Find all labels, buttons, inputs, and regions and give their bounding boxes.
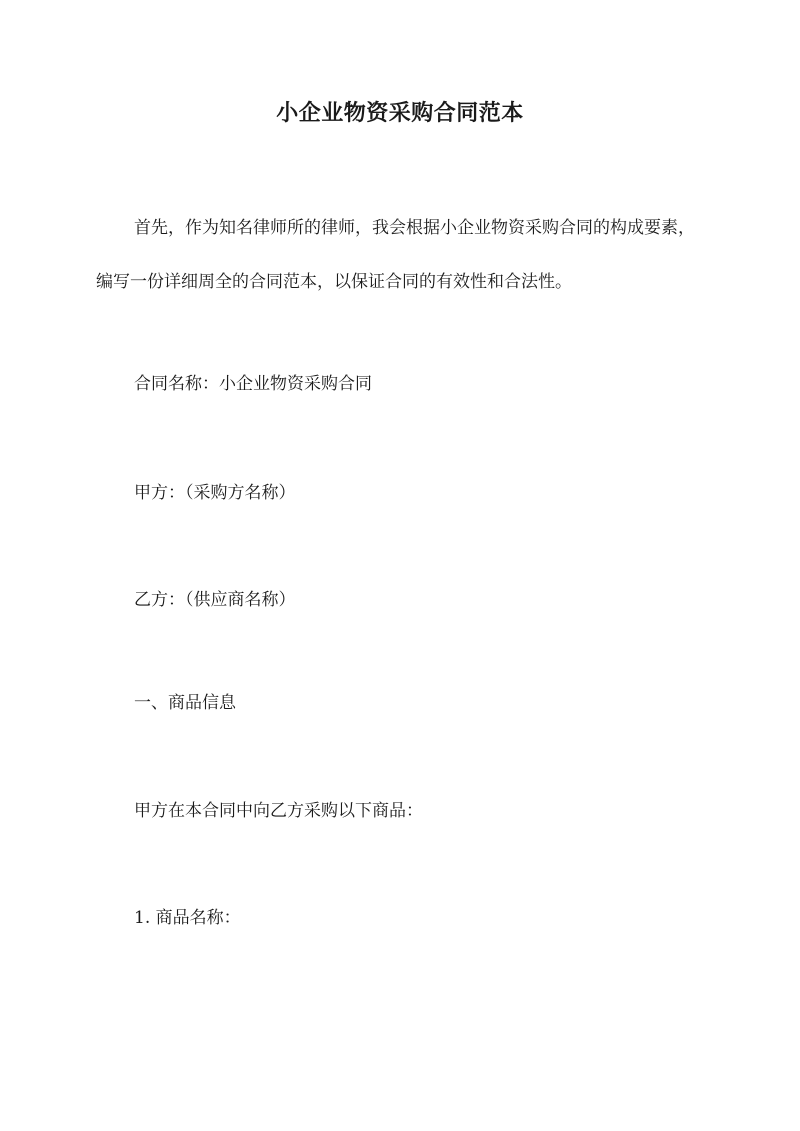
party-a-line: 甲方：（采购方名称） — [134, 483, 296, 503]
contract-name-line: 合同名称：小企业物资采购合同 — [134, 374, 372, 394]
list-item: 1. 商品名称： — [134, 908, 241, 928]
party-b-line: 乙方：（供应商名称） — [134, 590, 296, 610]
document-title: 小企业物资采购合同范本 — [276, 100, 524, 126]
intro-paragraph: 首先，作为知名律师所的律师，我会根据小企业物资采购合同的构成要素，编写一份详细周全的合同范本，以保证合同的有效性和合法性。 — [96, 218, 695, 292]
section-paragraph: 甲方在本合同中向乙方采购以下商品： — [134, 801, 423, 821]
section-heading: 一、商品信息 — [134, 693, 236, 713]
